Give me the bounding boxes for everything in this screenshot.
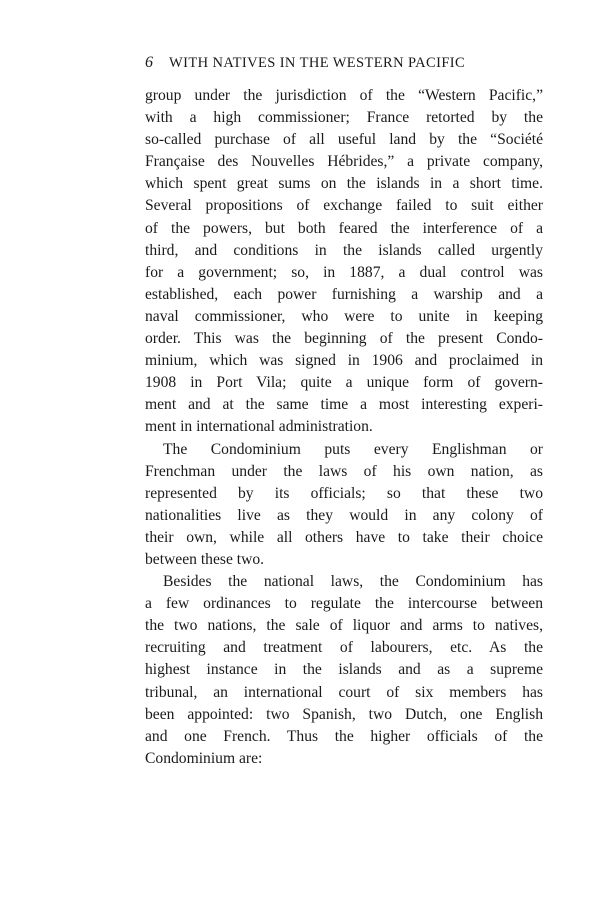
text-line: of the powers, but both feared the interference of a (145, 219, 543, 237)
text-line: with a high commissioner; France retorted by the (145, 109, 543, 127)
text-line: for a government; so, in 1887, a dual control was (145, 263, 543, 281)
text-line: Condominium are: (145, 749, 263, 767)
page-number: 6 (145, 54, 153, 71)
text-line: recruiting and treatment of labourers, etc. As the (145, 639, 543, 657)
text-line: Frenchman under the laws of his own nation, as (145, 462, 543, 480)
text-line: Several propositions of exchange failed to suit either (145, 197, 543, 215)
text-line: which spent great sums on the islands in a short time. (145, 175, 543, 193)
text-line: ment in international administration. (145, 418, 373, 436)
text-line: the two nations, the sale of liquor and arms to natives, (145, 617, 543, 635)
text-line: ment and at the same time a most interesting experi- (145, 396, 543, 414)
text-line: between these two. (145, 550, 265, 568)
body-text (145, 85, 543, 770)
text-line: established, each power furnishing a warship and a (145, 285, 543, 303)
text-line: a few ordinances to regulate the intercourse between (145, 595, 543, 613)
text-line: Française des Nouvelles Hébrides,” a private company, (145, 153, 543, 171)
paragraph-start-line: The Condominium puts every Englishman or (163, 440, 543, 458)
text-line: so-called purchase of all useful land by the “Société (145, 131, 543, 149)
text-line: their own, while all others have to take their choice (145, 528, 543, 546)
text-line: minium, which was signed in 1906 and proclaimed in (145, 352, 543, 370)
text-line: highest instance in the islands and as a supreme (145, 661, 543, 679)
paragraph-start-line: Besides the national laws, the Condominium has (163, 573, 543, 591)
text-line: group under the jurisdiction of the “Western Pacific,” (145, 87, 543, 104)
text-line: naval commissioner, who were to unite in keeping (145, 307, 543, 325)
running-head (145, 54, 543, 78)
text-line: and one French. Thus the higher officials of the (145, 727, 543, 745)
text-line: represented by its officials; so that these two (145, 484, 543, 502)
text-line: 1908 in Port Vila; quite a unique form of govern- (145, 374, 543, 392)
text-line: tribunal, an international court of six members has (145, 683, 543, 701)
text-line: third, and conditions in the islands called urgently (145, 241, 543, 259)
text-line: nationalities live as they would in any colony of (145, 506, 543, 524)
running-title: WITH NATIVES IN THE WESTERN PACIFIC (169, 55, 466, 71)
text-line: been appointed: two Spanish, two Dutch, one English (145, 705, 543, 723)
text-line: order. This was the beginning of the present Condo- (145, 330, 543, 348)
